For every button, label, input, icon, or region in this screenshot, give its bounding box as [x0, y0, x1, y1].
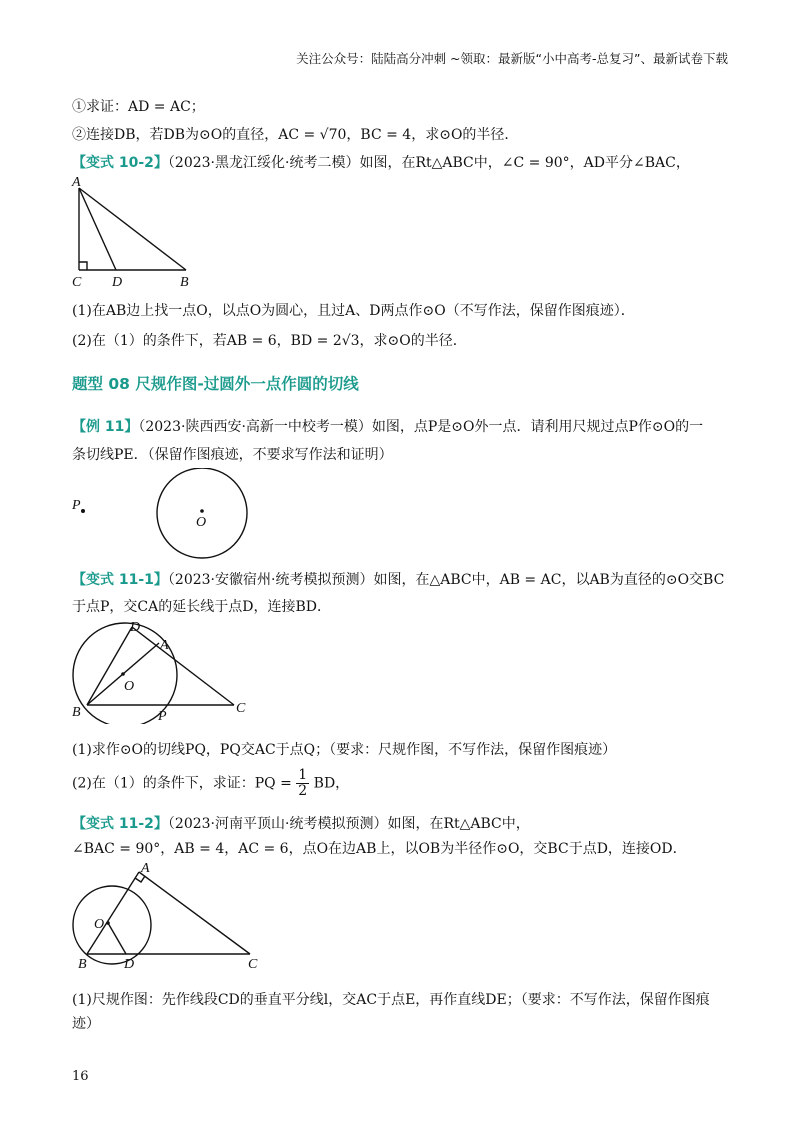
variant-11-2-text-2: ∠BAC = 90°，AB = 4，AC = 6，点O在边AB上，以OB为半径作⊙O，交BC于点D，连接OD． — [72, 841, 687, 857]
segment-ab — [79, 188, 186, 270]
circle-o — [157, 468, 247, 558]
variant-11-1-text: （2023·安徽宿州·统考模拟预测）如图，在△ABC中，AB = AC，以AB为直径的⊙O交BC — [167, 572, 725, 588]
label-a: A — [72, 176, 81, 190]
page-number: 16 — [72, 1069, 89, 1084]
variant-10-2-intro — [72, 152, 690, 172]
label-c: C — [236, 701, 246, 716]
variant-11-2-intro — [72, 813, 530, 833]
label-b: B — [78, 957, 87, 972]
part-2-suffix: BD， — [313, 775, 350, 792]
center-o-dot — [121, 672, 125, 676]
example-11-intro — [72, 416, 703, 436]
label-b: B — [180, 275, 189, 288]
variant-10-2-part-1: (1)在AB边上找一点O，以点O为圆心，且过A、D两点作⊙O（不写作法，保留作图痕迹）． — [72, 303, 635, 319]
label-a: A — [141, 861, 150, 876]
label-p: P — [158, 709, 167, 724]
question-1: ①求证：AD = AC； — [72, 99, 205, 115]
fraction-numerator: 1 — [298, 767, 308, 783]
label-d: D — [130, 620, 141, 635]
section-title: 题型 08 尺规作图-过圆外一点作圆的切线 — [72, 375, 359, 393]
variant-11-2-part-1: (1)尺规作图：先作线段CD的垂直平分线l，交AC于点E，再作直线DE；（要求：不写作法，保留作图痕 — [72, 992, 710, 1008]
figure-triangle-abc — [70, 176, 200, 288]
variant-11-1-text-2: 于点P，交CA的延长线于点D，连接BD． — [72, 599, 331, 615]
variant-11-1-part-1: (1)求作⊙O的切线PQ，PQ交AC于点Q；（要求：尺规作图，不写作法，保留作图痕迹） — [72, 742, 617, 758]
segment-ab — [87, 872, 139, 954]
circle-o — [73, 886, 151, 964]
label-c: C — [72, 275, 82, 288]
label-d: D — [112, 275, 123, 288]
point-p-dot — [81, 509, 85, 513]
variant-11-2-text: （2023·河南平顶山·统考模拟预测）如图，在Rt△ABC中， — [167, 816, 530, 832]
label-d: D — [124, 957, 135, 972]
variant-11-1-tag: 【变式 11-1】 — [72, 572, 168, 588]
label-b: B — [72, 705, 81, 720]
segment-ac — [139, 872, 250, 954]
variant-11-2-tag: 【变式 11-2】 — [72, 816, 168, 832]
label-p: P — [72, 498, 81, 513]
example-11-text: （2023·陕西西安·高新一中校考一模）如图，点P是⊙O外一点．请利用尺规过点P作⊙O的一 — [138, 419, 704, 435]
label-a: A — [160, 638, 169, 653]
figure-right-triangle-circle — [66, 860, 266, 976]
figure-circle-point — [70, 468, 290, 560]
center-o-dot — [106, 921, 110, 925]
variant-11-1-intro — [72, 569, 724, 589]
label-o: O — [94, 917, 105, 932]
question-2: ②连接DB，若DB为⊙O的直径，AC = √70，BC = 4，求⊙O的半径． — [72, 127, 519, 143]
figure-circle-triangle — [66, 616, 266, 724]
variant-10-2-part-2: (2)在（1）的条件下，若AB = 6，BD = 2√3，求⊙O的半径． — [72, 333, 467, 349]
segment-ad — [79, 188, 116, 270]
segment-od — [108, 923, 126, 954]
label-o: O — [196, 515, 207, 530]
variant-10-2-text: （2023·黑龙江绥化·统考二模）如图，在Rt△ABC中，∠C = 90°，AD平分∠BAC， — [167, 155, 690, 171]
fraction-one-half — [296, 768, 309, 799]
right-angle-mark — [79, 262, 87, 270]
label-o: O — [124, 679, 135, 694]
center-o-dot — [200, 509, 204, 513]
label-c: C — [248, 957, 258, 972]
part-2-prefix: (2)在（1）的条件下，求证：PQ = — [72, 775, 292, 792]
variant-11-2-part-1-cont: 迹） — [72, 1016, 100, 1032]
page-header: 关注公众号：陆陆高分冲刺 ~领取：最新版“小中高考-总复习”、最新试卷下载 — [296, 51, 728, 66]
fraction-denominator: 2 — [298, 783, 308, 799]
variant-11-1-part-2 — [72, 768, 349, 799]
variant-10-2-tag: 【变式 10-2】 — [72, 155, 168, 171]
example-11-text-2: 条切线PE．（保留作图痕迹，不要求写作法和证明） — [72, 447, 393, 463]
example-11-tag: 【例 11】 — [72, 419, 139, 435]
segment-dc — [132, 627, 234, 705]
